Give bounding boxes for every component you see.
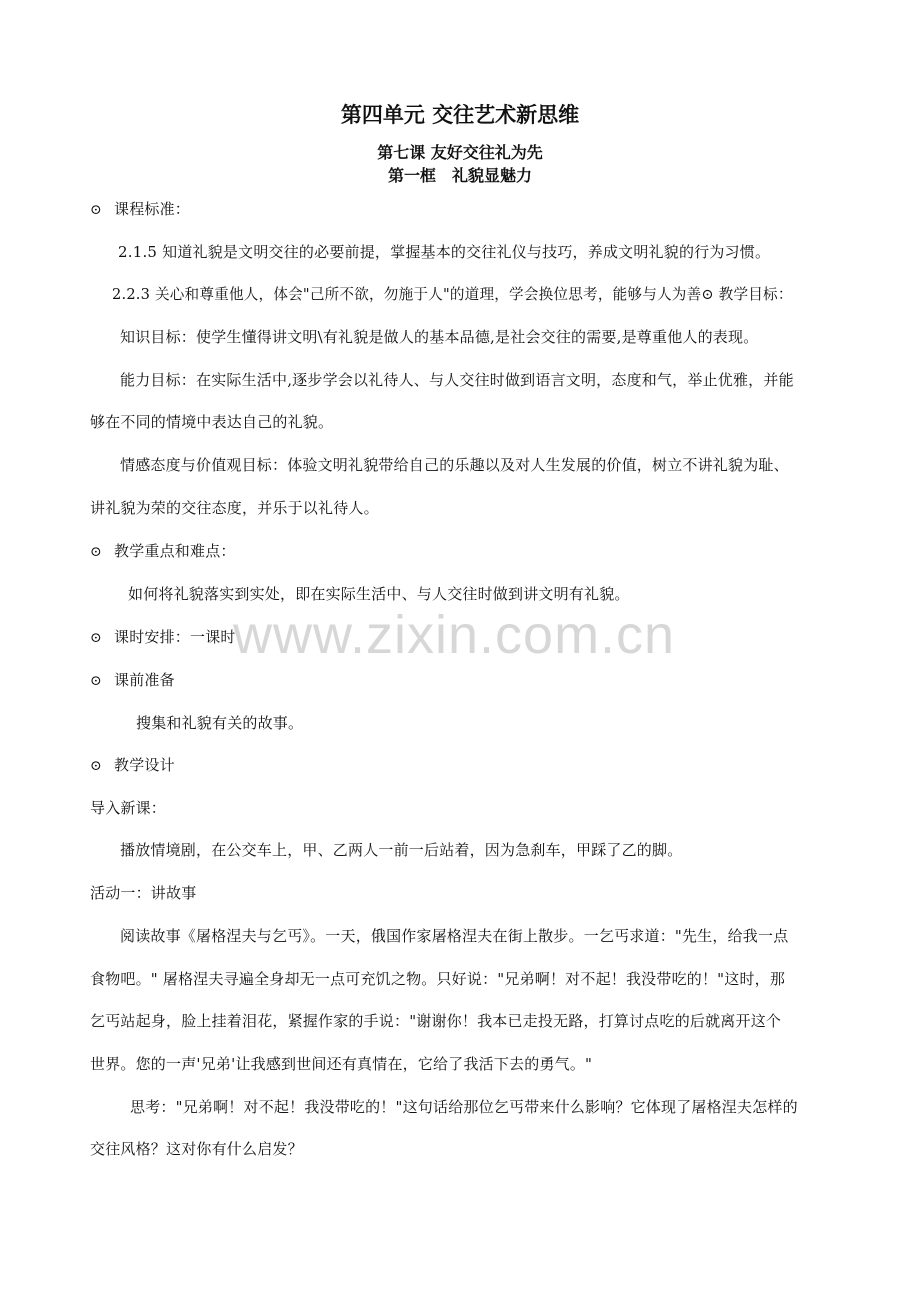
- heading-text: 课时安排：一课时: [114, 628, 236, 646]
- story-line3: 乞丐站起身，脸上挂着泪花，紧握作家的手说："谢谢你！我本已走投无路，打算讨点吃的后就离开这个: [90, 1012, 782, 1030]
- heading-text: 课前准备: [114, 671, 175, 689]
- standard-item-2: [112, 285, 793, 305]
- bullet-icon: ⊙: [90, 202, 102, 218]
- heading-text: 教学设计: [114, 756, 175, 774]
- frame-title: 第一框 礼貌显魅力: [387, 166, 532, 185]
- bullet-icon: ⊙: [90, 544, 102, 560]
- standard-item-2-text: 2.2.3 关心和尊重他人，体会"己所不欲，勿施于人"的道理，学会换位思考，能够与人为善: [112, 286, 702, 303]
- bullet-icon: ⊙: [90, 673, 102, 689]
- design-heading: [90, 755, 175, 776]
- intro-heading: 导入新课：: [90, 799, 167, 817]
- story-line4: 世界。您的一声'兄弟'让我感到世间还有真情在，它给了我活下去的勇气。": [90, 1055, 593, 1073]
- story-line1: 阅读故事《屠格涅夫与乞丐》。一天，俄国作家屠格涅夫在街上散步。一乞丐求道："先生，给我一点: [120, 927, 789, 945]
- bullet-icon: ⊙: [701, 286, 714, 303]
- intro-text: 播放情境剧，在公交车上，甲、乙两人一前一后站着，因为急刹车，甲踩了乙的脚。: [120, 841, 683, 859]
- think-line1: 思考："兄弟啊！对不起！我没带吃的！"这句话给那位乞丐带来什么影响？它体现了屠格涅夫怎样的: [130, 1098, 798, 1116]
- ability-goal-line1: 能力目标：在实际生活中,逐步学会以礼待人、与人交往时做到语言文明，态度和气，举止优雅，并能: [120, 371, 794, 389]
- emotion-goal-line2: 讲礼貌为荣的交往态度，并乐于以礼待人。: [90, 499, 379, 517]
- story-line2: 食物吧。" 屠格涅夫寻遍全身却无一点可充饥之物。只好说："兄弟啊！对不起！我没带吃的！"这时，那: [90, 970, 786, 988]
- lesson-title: 第七课 友好交往礼为先: [377, 143, 543, 162]
- emotion-goal-line1: 情感态度与价值观目标：体验文明礼貌带给自己的乐趣以及对人生发展的价值，树立不讲礼貌为耻、: [120, 456, 789, 474]
- preparation-heading: [90, 670, 175, 691]
- bullet-icon: ⊙: [90, 630, 102, 646]
- bullet-icon: ⊙: [90, 758, 102, 774]
- ability-goal-line2: 够在不同的情境中表达自己的礼貌。: [90, 413, 334, 431]
- key-points-heading: [90, 541, 236, 562]
- heading-text: 课程标准：: [114, 200, 191, 218]
- key-points-text: 如何将礼貌落实到实处，即在实际生活中、与人交往时做到讲文明有礼貌。: [128, 585, 630, 603]
- watermark: www.zixin.com.cn: [233, 605, 676, 665]
- standard-item-1: 2.1.5 知道礼貌是文明交往的必要前提，掌握基本的交往礼仪与技巧，养成文明礼貌的行为习惯。: [118, 243, 771, 261]
- curriculum-standard-heading: [90, 199, 190, 220]
- unit-title: 第四单元 交往艺术新思维: [340, 102, 580, 127]
- think-line2: 交往风格？这对你有什么启发？: [90, 1140, 303, 1158]
- preparation-text: 搜集和礼貌有关的故事。: [136, 714, 304, 732]
- activity-1-heading: 活动一：讲故事: [90, 884, 197, 902]
- knowledge-goal: 知识目标：使学生懂得讲文明\有礼貌是做人的基本品德,是社会交往的需要,是尊重他人的表现。: [120, 328, 759, 346]
- teaching-goals-heading: 教学目标：: [718, 286, 793, 303]
- schedule-heading: [90, 627, 236, 648]
- heading-text: 教学重点和难点：: [114, 542, 236, 560]
